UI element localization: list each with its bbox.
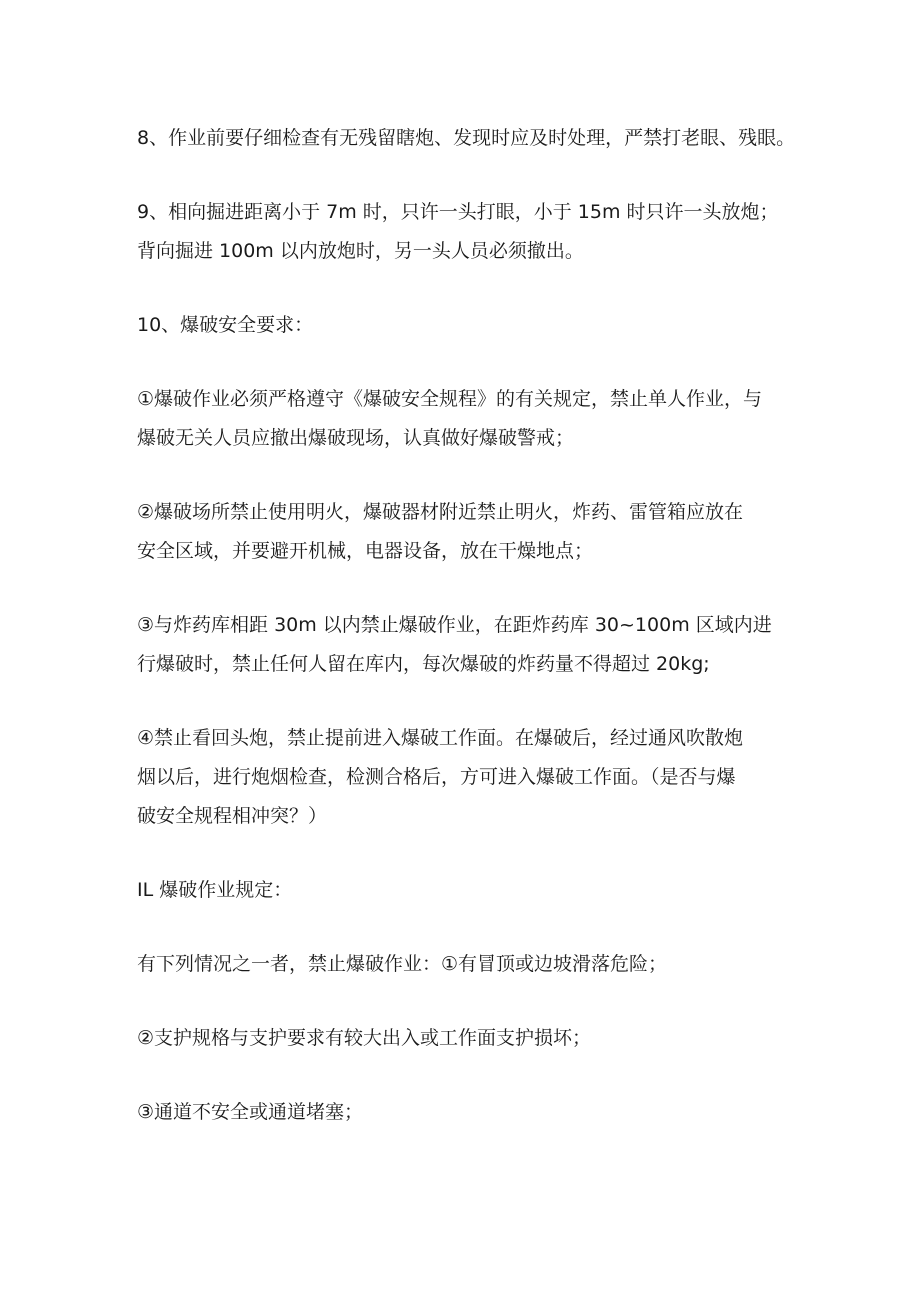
paragraph-item-10-2 (137, 493, 817, 571)
text-line: 有下列情况之一者，禁止爆破作业：①有冒顶或边坡滑落危险； (137, 953, 668, 975)
text-line: 行爆破时，禁止任何人留在库内，每次爆破的炸药量不得超过 20kg; (137, 653, 710, 675)
text-line: ③与炸药库相距 30m 以内禁止爆破作业，在距炸药库 30~100m 区域内进 (137, 614, 772, 636)
document-body (137, 119, 817, 1167)
text-line: ①爆破作业必须严格遵守《爆破安全规程》的有关规定，禁止单人作业，与 (137, 388, 763, 410)
text-line: 背向掘进 100m 以内放炮时，另一头人员必须撤出。 (137, 240, 584, 262)
paragraph-item-10-4 (137, 719, 817, 836)
text-line: 破安全规程相冲突？） (137, 805, 328, 827)
text-line: ③通道不安全或通道堵塞； (137, 1101, 364, 1123)
paragraph-item-10-3 (137, 606, 817, 684)
paragraph-item-11-intro (137, 945, 817, 984)
text-line: IL 爆破作业规定： (137, 879, 293, 901)
paragraph-item-11-3 (137, 1093, 817, 1132)
text-line: 9、相向掘进距离小于 7m 时，只许一头打眼，小于 15m 时只许一头放炮； (137, 201, 779, 223)
paragraph-item-10-1 (137, 380, 817, 458)
text-line: 烟以后，进行炮烟检查，检测合格后，方可进入爆破工作面。（是否与爆 (137, 766, 736, 788)
text-line: ②爆破场所禁止使用明火，爆破器材附近禁止明火，炸药、雷管箱应放在 (137, 501, 744, 523)
section-heading-10 (137, 306, 817, 345)
text-line: ④禁止看回头炮，禁止提前进入爆破工作面。在爆破后，经过通风吹散炮 (137, 727, 744, 749)
text-line: 爆破无关人员应撤出爆破现场，认真做好爆破警戒； (137, 427, 575, 449)
paragraph-item-9 (137, 193, 817, 271)
paragraph-item-11-2 (137, 1019, 817, 1058)
text-line: 8、作业前要仔细检查有无残留瞎炮、发现时应及时处理，严禁打老眼、残眼。 (137, 127, 796, 149)
text-line: 10、爆破安全要求： (137, 314, 314, 336)
text-line: 安全区域，并要避开机械，电器设备，放在干燥地点； (137, 540, 594, 562)
text-line: ②支护规格与支护要求有较大出入或工作面支护损坏； (137, 1027, 592, 1049)
paragraph-item-8 (137, 119, 817, 158)
section-heading-11 (137, 871, 817, 910)
